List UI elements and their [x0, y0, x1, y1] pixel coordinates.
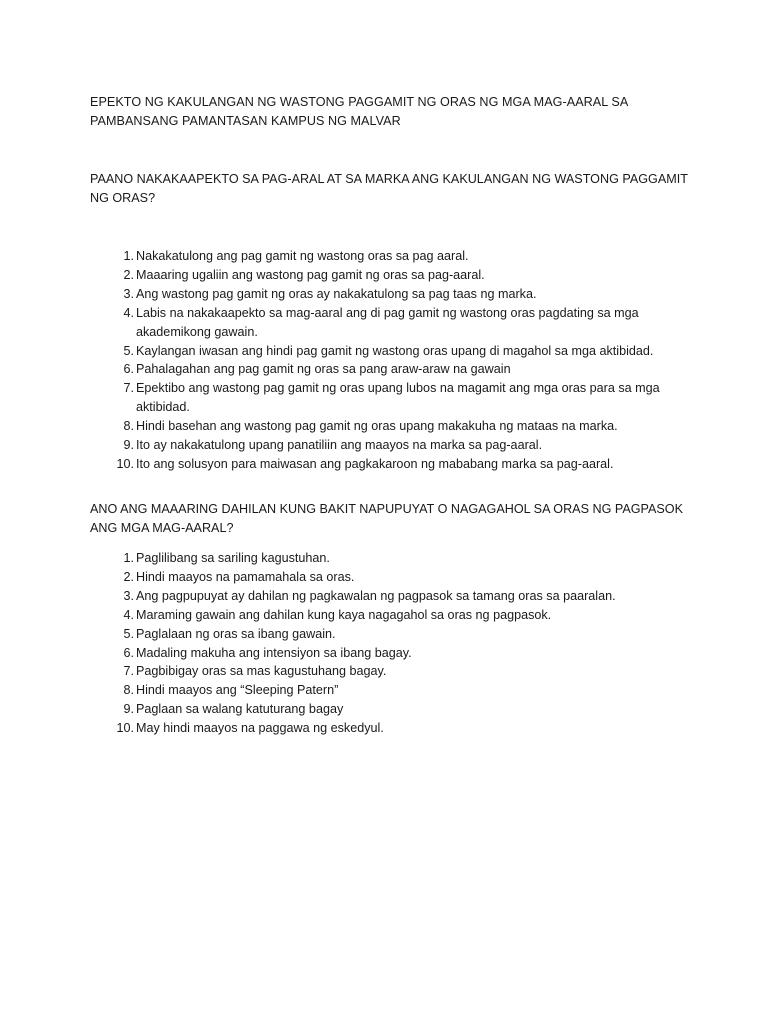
list-item-number: 7 .: [110, 379, 134, 398]
list-item: [90, 436, 690, 455]
list-item: [90, 625, 690, 644]
list-item: [90, 662, 690, 681]
list-item-number: 1 .: [110, 247, 134, 266]
list-item-number: 5 .: [110, 625, 134, 644]
list-item-number: 4 .: [110, 304, 134, 323]
list-item: [90, 681, 690, 700]
document-title-line-2: PAMBANSANG PAMANTASAN KAMPUS NG MALVAR: [90, 114, 401, 128]
list-item-text: Hindi maayos na pamamahala sa oras.: [136, 569, 355, 584]
list-item-number: 9 .: [110, 700, 134, 719]
list-item-number: 3 .: [110, 285, 134, 304]
list-item-number: 2 .: [110, 266, 134, 285]
section-2-list: [90, 549, 690, 738]
list-item-text: Ang wastong pag gamit ng oras ay nakakatulong sa pag taas ng marka.: [136, 286, 537, 301]
list-item: [90, 379, 690, 417]
list-item: [90, 644, 690, 663]
section-2-heading: ANO ANG MAAARING DAHILAN KUNG BAKIT NAPUPUYAT O NAGAGAHOL SA ORAS NG PAGPASOK ANG MGA MAG-AARAL?: [90, 502, 683, 535]
list-item-text: Paglaan sa walang katuturang bagay: [136, 702, 344, 717]
list-item-number: 4 .: [110, 606, 134, 625]
section-1-heading: PAANO NAKAKAAPEKTO SA PAG-ARAL AT SA MARKA ANG KAKULANGAN NG WASTONG PAGGAMIT NG ORAS?: [90, 172, 688, 205]
list-item-text: Pagbibigay oras sa mas kagustuhang bagay.: [136, 664, 387, 679]
section-1-list: [90, 247, 690, 474]
list-item-text: Nakakatulong ang pag gamit ng wastong oras sa pag aaral.: [136, 249, 469, 263]
list-item-number: 6 .: [110, 644, 134, 663]
list-item-text: Maaaring ugaliin ang wastong pag gamit ng oras sa pag-aaral.: [136, 267, 485, 282]
list-item: [90, 342, 690, 361]
list-item: [90, 568, 690, 587]
list-item-text: Paglalaan ng oras sa ibang gawain.: [136, 626, 336, 641]
list-item-text: Ito ay nakakatulong upang panatiliin ang maayos na marka sa pag-aaral.: [136, 438, 543, 453]
list-item-number: 2 .: [110, 568, 134, 587]
list-item: [90, 266, 690, 285]
list-item-text: Hindi maayos ang “Sleeping Patern”: [136, 683, 339, 698]
list-item-text: Madaling makuha ang intensiyon sa ibang bagay.: [136, 645, 412, 660]
list-item: [90, 455, 690, 474]
list-item-number: 7 .: [110, 662, 134, 681]
list-item-text: Pahalagahan ang pag gamit ng oras sa pang araw-araw na gawain: [136, 362, 511, 377]
list-item-text: Epektibo ang wastong pag gamit ng oras upang lubos na magamit ang mga oras para sa mga aktibidad.: [136, 381, 660, 415]
list-item-number: 8 .: [110, 417, 134, 436]
list-item-number: 6 .: [110, 360, 134, 379]
list-item-number: 5 .: [110, 342, 134, 361]
list-item-text: Paglilibang sa sariling kagustuhan.: [136, 551, 330, 565]
list-item: [90, 417, 690, 436]
list-item: [90, 285, 690, 304]
list-item-number: 3 .: [110, 587, 134, 606]
list-item-number: 1 .: [110, 549, 134, 568]
list-item: [90, 719, 690, 738]
list-item-number: 10 .: [110, 719, 134, 738]
list-item: [90, 360, 690, 379]
list-item-text: Kaylangan iwasan ang hindi pag gamit ng wastong oras upang di magahol sa mga aktibidad.: [136, 343, 654, 358]
list-item-number: 8 .: [110, 681, 134, 700]
list-item: [90, 606, 690, 625]
list-item-text: Ito ang solusyon para maiwasan ang pagkakaroon ng mababang marka sa pag-aaral.: [136, 456, 614, 471]
list-item-number: 10 .: [110, 455, 134, 474]
list-item: [90, 247, 690, 266]
list-item: [90, 549, 690, 568]
list-item-text: Hindi basehan ang wastong pag gamit ng oras upang makakuha ng mataas na marka.: [136, 419, 618, 434]
list-item-text: May hindi maayos na paggawa ng eskedyul.: [136, 721, 384, 736]
list-item-text: Ang pagpupuyat ay dahilan ng pagkawalan ng pagpasok sa tamang oras sa paaralan.: [136, 588, 616, 603]
list-item: [90, 304, 690, 342]
list-item-number: 9 .: [110, 436, 134, 455]
list-item: [90, 587, 690, 606]
list-item-text: Maraming gawain ang dahilan kung kaya nagagahol sa oras ng pagpasok.: [136, 607, 552, 622]
document-title: [90, 93, 690, 131]
list-item-text: Labis na nakakaapekto sa mag-aaral ang di pag gamit ng wastong oras pagdating sa mga akademikong gawain.: [136, 305, 639, 339]
list-item: [90, 700, 690, 719]
document-title-line-1: EPEKTO NG KAKULANGAN NG WASTONG PAGGAMIT NG ORAS NG MGA MAG-AARAL SA: [90, 95, 629, 109]
